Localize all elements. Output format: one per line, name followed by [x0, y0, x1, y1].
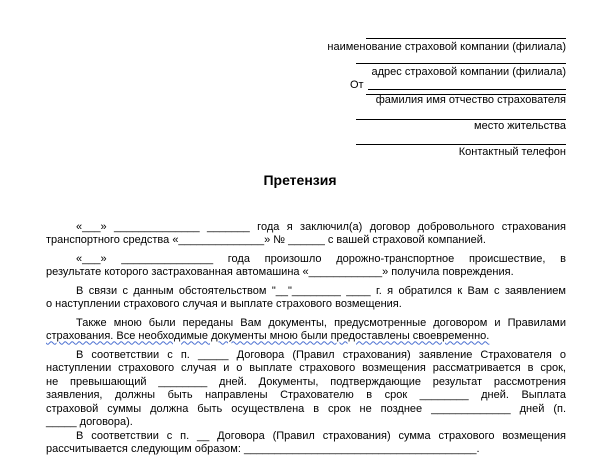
paragraph-line: страховой суммы должна быть осуществлена в срок не позднее _____________ дней (п. [46, 402, 566, 415]
from-row [350, 79, 566, 92]
paragraph-calculation [46, 430, 566, 457]
paragraph-documents [46, 317, 566, 344]
insured-name-label: фамилия имя отчество страхователя [375, 94, 566, 106]
company-name-line [366, 38, 566, 39]
paragraph-application [46, 285, 566, 312]
paragraph-line: В связи с данным обстоятельством "__"________ ____ г. я обратился к Вам с заявлением [76, 285, 566, 297]
paragraph-contract [46, 221, 566, 248]
from-line [368, 89, 566, 90]
paragraph-line: В соответствии с п. __ Договора (Правил страхования) сумма страхового возмещения [76, 430, 566, 442]
paragraph-line: заявления, должны быть направлены Страхователю в срок ________ дней. Выплата [46, 389, 566, 402]
paragraph-line: не превышающий ________ дней. Документы, подтверждающие результат рассмотрения [46, 375, 566, 388]
document-title: Претензия [263, 172, 337, 188]
paragraph-accident [46, 253, 566, 280]
paragraph-line: о наступлении страхового случая и выплате страхового возмещения. [46, 298, 402, 311]
from-label: От [350, 79, 364, 91]
paragraph-line: В соответствии с п. _____ Договора (Правил страхования) заявление Страхователя о [76, 349, 566, 361]
paragraph-terms [46, 349, 566, 429]
paragraph-line: Также мною были переданы Вам документы, предусмотренные договором и Правилами [76, 317, 566, 329]
paragraph-line: страхования. Все необходимые документы мною были предоставлены своевременно. [46, 330, 490, 343]
paragraph-line: _____ договора). [46, 416, 133, 429]
paragraph-line: «___» _______________ года произошло дорожно-транспортное происшествие, в [76, 253, 566, 265]
paragraph-line: транспортного средства «______________» № ______ с вашей страховой компанией. [46, 234, 486, 247]
paragraph-line: «___» ______________ _______ года я заключил(а) договор добровольного страхования [76, 221, 566, 233]
company-name-label: наименование страховой компании (филиала) [327, 41, 566, 53]
phone-label: Контактный телефон [458, 146, 566, 158]
company-address-line [356, 63, 566, 64]
company-address-label: адрес страховой компании (филиала) [371, 66, 566, 78]
paragraph-line: рассчитывается следующим образом: ______________________________________. [46, 443, 480, 456]
paragraph-line: наступлении страхового случая и о выплате страхового возмещения рассматривается в срок, [46, 362, 566, 375]
paragraph-line: результате которого застрахованная автомашина «____________» получила повреждения. [46, 266, 514, 279]
residence-label: место жительства [474, 120, 566, 132]
phone-line [356, 144, 566, 145]
